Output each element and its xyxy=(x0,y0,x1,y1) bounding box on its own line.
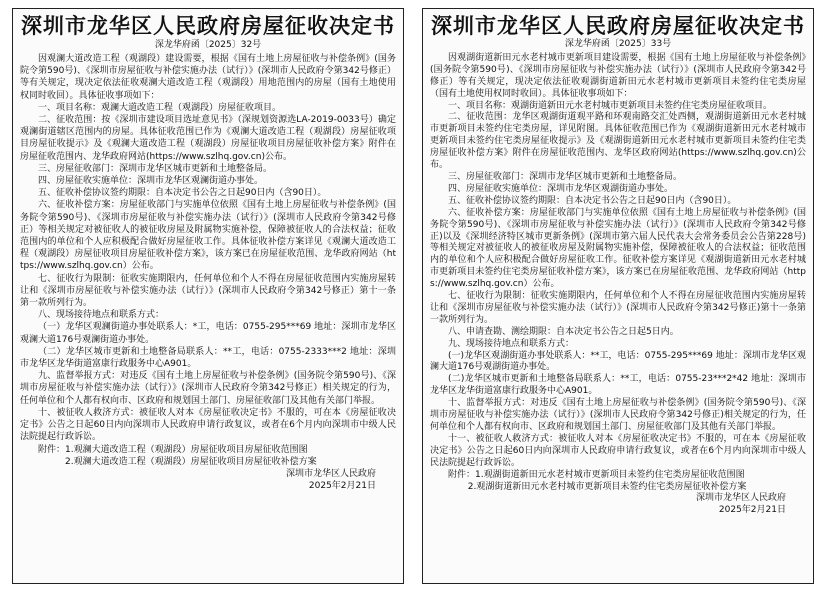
item-implementer: 四、房屋征收实施单位：深圳市龙华区观澜街道办事处。 xyxy=(38,176,264,187)
item-scope: 二、征收范围：按《深圳市建设项目选址意见书》（深规划资源选LA-2019-0033号）确定观澜街道辖区范围内的房屋。具体征收范围已作为《观澜大道改造工程（观湖段）房屋征收项目房屋征收提示》及《观澜大道改造工程（观湖段）房屋征收项目房屋征收补偿方案》附件在房屋征收范围内、龙华政府网站(https://www.szlhq.gov.cn)公布。 xyxy=(20,115,396,162)
attachment-1: 附件：1.观澜大道改造工程（观湖段）房屋征收项目房屋征收范围图 xyxy=(38,444,308,455)
contact-bureau: (二)龙华区城市更新和土地整备局联系人：**工，电话：0755-23***2*42 地址：深圳市龙华区龙华街道富康行政服务中心A901。 xyxy=(430,374,806,397)
item-department: 三、房屋征收部门：深圳市龙华区城市更新和土地整备局。 xyxy=(38,163,273,174)
notice-body xyxy=(20,53,396,444)
item-reporting: 九、监督举报方式：对违反《国有土地上房屋征收与补偿条例》(国务院令第590号)、《深圳市房屋征收与补偿实施办法（试行）》(深圳市人民政府令第342号修正）相关规定的行为，任何单位和个人都有权向市、区政府和规划国土部门、房屋征收部门及其他有关部门举报。 xyxy=(20,371,396,406)
attachment-2: 2.观湖街道新田元水老村城市更新项目未签约住宅类房屋征收补偿方案 xyxy=(467,481,747,492)
item-remedy: 十一、被征收人救济方式：被征收人对本《房屋征收决定书》不服的，可在本《房屋征收决定书》公告之日起60日内向深圳市人民政府申请行政复议，或者在6个月内向深圳市中级人民法院提起行政诉讼。 xyxy=(430,433,806,468)
contact-bureau: （二）龙华区城市更新和土地整备局联系人：**工，电话：0755-2333***2 地址：深圳市龙华区龙华街道富康行政服务中心A901。 xyxy=(20,346,396,370)
item-department: 三、房屋征收部门：深圳市龙华区城市更新和土地整备局。 xyxy=(448,171,683,182)
notice-title: 深圳市龙华区人民政府房屋征收决定书 xyxy=(21,14,395,38)
item-contacts-heading: 九、现场接待地点和联系方式： xyxy=(448,338,575,349)
item-deadline: 五、征收补偿协议签约期限：自本决定书公告之日起90日内（含90日）。 xyxy=(38,188,327,199)
item-reporting: 十、监督举报方式：对违反《国有土地上房屋征收与补偿条例》(国务院令第590号)、《深圳市房屋征收与补偿实施办法（试行）》(深圳市人民政府令第342号修正)相关规定的行为，任何单位和个人都有权向市、区政府和规划国土部门、房屋征收部门及其他有关部门举报。 xyxy=(430,398,806,432)
item-compensation: 六、征收补偿方案：房屋征收部门与实施单位依照《国有土地上房屋征收与补偿条例》(国务院令第590号)、《深圳市房屋征收与补偿实施办法（试行）》(深圳市人民政府令第342号修正）等相关规定对被征收人的被征收房屋及附属物实施补偿，保障被征收人的合法权益；征收范围内的单位和个人应积极配合做好房屋征收工作。具体征收补偿方案详见《观澜大道改造工程（观湖段）房屋征收项目房屋征收补偿方案》，该方案已在房屋征收范围、龙华政府网站（https://www.szlhq.gov.cn）公布。 xyxy=(20,200,396,272)
item-project-name: 一、项目名称：观澜大道改造工程（观湖段）房屋征收项目。 xyxy=(38,102,282,113)
attachments xyxy=(20,444,396,468)
issue-date: 2025年2月21日 xyxy=(718,505,786,516)
item-contacts-heading: 八、现场接待地点和联系方式： xyxy=(38,310,165,321)
attachment-1: 附件：1.观湖街道新田元水老村城市更新项目未签约住宅类房屋征收范围图 xyxy=(448,469,745,480)
notice-title: 深圳市龙华区人民政府房屋征收决定书 xyxy=(431,14,805,38)
intro-paragraph: 因观湖街道新田元水老村城市更新项目建设需要，根据《国有土地上房屋征收与补偿条例》(国务院令第590号)、《深圳市房屋征收与补偿实施办法（试行）》(深圳市人民政府令第342号修正）等有关规定，现决定依法征收观湖街道新田元水老村城市更新项目未签约住宅类房屋（国有土地使用权同时收回）。具体征收事项如下： xyxy=(430,52,806,99)
item-deadline: 五、征收补偿协议签约期限：自本决定书公告之日起90日内（含90日）。 xyxy=(448,195,737,206)
item-implementer: 四、房屋征收实施单位：深圳市龙华区观湖街道办事处。 xyxy=(448,183,674,194)
item-remedy: 十、被征收人救济方式：被征收人对本《房屋征收决定书》不服的，可在本《房屋征收决定书》公告之日起60日内向深圳市人民政府申请行政复议，或者在6个月内向深圳市中级人民法院提起行政诉讼。 xyxy=(20,407,396,443)
attachment-2: 2.观澜大道改造工程（观湖段）房屋征收项目房屋征收补偿方案 xyxy=(65,456,317,467)
issuer: 深圳市龙华区人民政府 xyxy=(695,493,786,504)
expropriation-notice-33 xyxy=(422,8,814,584)
notice-body xyxy=(430,53,806,470)
contact-subdistrict: (一)龙华区观湖街道办事处联系人：**工，电话：0755-295***69 地址：深圳市龙华区观澜大道176号观湖街道办事处。 xyxy=(430,350,806,373)
expropriation-notice-32 xyxy=(12,8,404,584)
intro-paragraph: 因观澜大道改造工程（观湖段）建设需要，根据《国有土地上房屋征收与补偿条例》(国务院令第590号)、《深圳市房屋征收与补偿实施办法（试行）》(深圳市人民政府令第342号修正）等有关规定，现决定依法征收观澜大道改造工程（观湖段）用地范围内的房屋（国有土地使用权同时收回）。具体征收事项如下： xyxy=(20,54,396,101)
attachments xyxy=(430,470,806,494)
item-project-name: 一、项目名称：观湖街道新田元水老村城市更新项目未签约住宅类房屋征收项目。 xyxy=(448,100,773,111)
item-restrictions: 七、征收行为限制：征收实施期限内，任何单位和个人不得在房屋征收范围内实施房屋转让和《深圳市房屋征收与补偿实施办法（试行）》(深圳市人民政府令第342号修正)第十一条第一款所列行为。 xyxy=(430,291,806,325)
item-scope: 二、征收范围：龙华区观湖街道观平路和环观南路交汇处西侧，观湖街道新田元水老村城市更新项目未签约住宅类房屋，详见附图。具体征收范围已作为《观湖街道新田元水老村城市更新项目未签约住宅类房屋征收提示》及《观湖街道新田元水老村城市更新项目未签约住宅类房屋征收补偿方案》附件在房屋征收范围内、龙华区政府网站(https://www.szlhq.gov.cn)公布。 xyxy=(430,112,806,171)
issuer: 深圳市龙华区人民政府 xyxy=(285,468,376,479)
item-restrictions: 七、征收行为限制：征收实施期限内，任何单位和个人不得在房屋征收范围内实施房屋转让和《深圳市房屋征收与补偿实施办法（试行）》(深圳市人民政府令第342号修正）第十一条第一款所列行为。 xyxy=(20,273,396,309)
item-survey-period: 八、申请查勘、测绘期限：自本决定书公告之日起5日内。 xyxy=(448,326,679,337)
contact-subdistrict: （一）龙华区观澜街道办事处联系人：*工，电话：0755-295***69 地址：深圳市龙华区观澜大道176号观澜街道办事处。 xyxy=(20,322,396,345)
document-number: 深龙华府函〔2025〕33号 xyxy=(564,39,672,49)
item-compensation: 六、征收补偿方案：房屋征收部门与实施单位依照《国有土地上房屋征收与补偿条例》(国务院令第590号)、《深圳市房屋征收与补偿实施办法（试行）》(深圳市人民政府令第342号修正)以及《深圳经济特区城市更新条例》(深圳市第六届人民代表大会常务委员会公告第228号)等相关规定对被征收人的被征收房屋及附属物实施补偿，保障被征收人的合法权益；征收范围内的单位和个人应积极配合做好房屋征收工作。征收补偿方案详见《观湖街道新田元水老村城市更新项目未签约住宅类房屋征收补偿方案》，该方案已在房屋征收范围、龙华政府网站（https://www.szlhq.gov.cn）公布。 xyxy=(430,207,806,290)
document-number: 深龙华府函〔2025〕32号 xyxy=(154,40,262,50)
issue-date: 2025年2月21日 xyxy=(308,481,376,492)
